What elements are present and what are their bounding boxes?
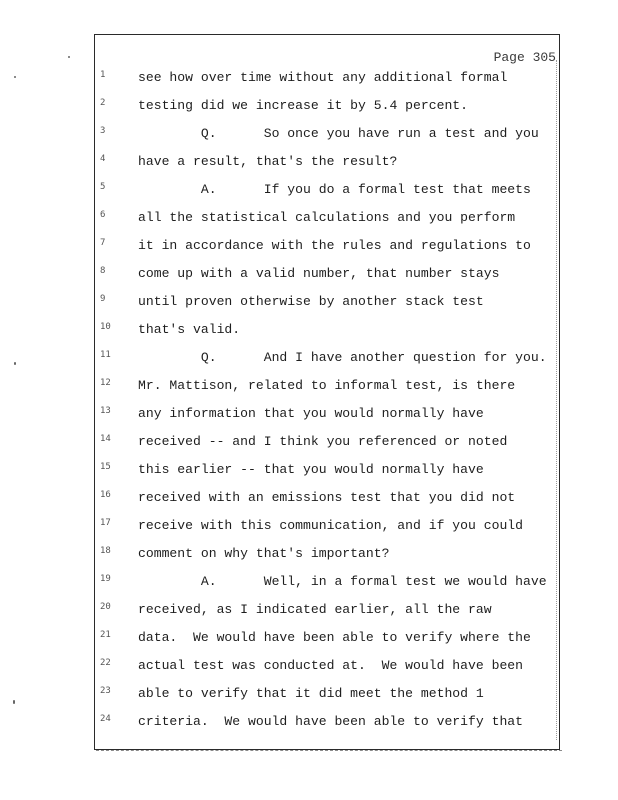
line-text: until proven otherwise by another stack test — [138, 294, 484, 309]
line-number: 17 — [100, 518, 111, 528]
transcript-line — [100, 518, 560, 538]
transcript-line — [100, 686, 560, 706]
line-text: Q. And I have another question for you. — [138, 350, 547, 365]
scan-speck — [14, 76, 16, 78]
transcript-line — [100, 602, 560, 622]
line-text: Q. So once you have run a test and you — [138, 126, 539, 141]
transcript-line — [100, 546, 560, 566]
line-number: 6 — [100, 210, 106, 220]
transcript-line — [100, 378, 560, 398]
line-text: have a result, that's the result? — [138, 154, 398, 169]
page-bottom-edge — [96, 750, 562, 754]
transcript-line — [100, 126, 560, 146]
line-number: 22 — [100, 658, 111, 668]
line-number: 7 — [100, 238, 106, 248]
transcript-line — [100, 434, 560, 454]
transcript-line — [100, 98, 560, 118]
line-number: 11 — [100, 350, 111, 360]
line-text: received with an emissions test that you did not — [138, 490, 516, 505]
line-text: it in accordance with the rules and regulations to — [138, 238, 531, 253]
line-number: 5 — [100, 182, 106, 192]
transcript-line — [100, 154, 560, 174]
line-text: receive with this communication, and if you could — [138, 518, 524, 533]
line-text: A. If you do a formal test that meets — [138, 182, 531, 197]
line-number: 14 — [100, 434, 111, 444]
line-number: 1 — [100, 70, 106, 80]
line-number: 18 — [100, 546, 111, 556]
scan-speck — [13, 700, 15, 704]
line-text: any information that you would normally have — [138, 406, 484, 421]
transcript-line — [100, 266, 560, 286]
transcript-line — [100, 70, 560, 90]
line-number: 10 — [100, 322, 111, 332]
line-text: data. We would have been able to verify where the — [138, 630, 531, 645]
line-number: 23 — [100, 686, 111, 696]
line-text: actual test was conducted at. We would have been — [138, 658, 524, 673]
transcript-line — [100, 658, 560, 678]
line-number: 19 — [100, 574, 111, 584]
line-number: 16 — [100, 490, 111, 500]
scan-speck — [68, 56, 70, 58]
line-text: able to verify that it did meet the method 1 — [138, 686, 484, 701]
line-number: 4 — [100, 154, 106, 164]
line-text: testing did we increase it by 5.4 percent. — [138, 98, 469, 113]
transcript-line — [100, 294, 560, 314]
line-text: see how over time without any additional formal — [138, 70, 508, 85]
scan-speck — [14, 362, 16, 365]
transcript-line — [100, 210, 560, 230]
line-number: 2 — [100, 98, 106, 108]
transcript-line — [100, 490, 560, 510]
transcript-line — [100, 322, 560, 342]
line-text: received, as I indicated earlier, all the raw — [138, 602, 492, 617]
line-text: received -- and I think you referenced or noted — [138, 434, 508, 449]
line-number: 21 — [100, 630, 111, 640]
line-number: 9 — [100, 294, 106, 304]
line-text: all the statistical calculations and you perform — [138, 210, 516, 225]
line-number: 3 — [100, 126, 106, 136]
transcript-line — [100, 574, 560, 594]
line-text: this earlier -- that you would normally have — [138, 462, 484, 477]
line-number: 15 — [100, 462, 111, 472]
page-number: Page 305 — [493, 50, 556, 65]
line-number: 8 — [100, 266, 106, 276]
line-text: A. Well, in a formal test we would have — [138, 574, 547, 589]
transcript-line — [100, 462, 560, 482]
transcript-line — [100, 350, 560, 370]
line-number: 24 — [100, 714, 111, 724]
line-text: that's valid. — [138, 322, 241, 337]
transcript-line — [100, 714, 560, 734]
transcript-line — [100, 238, 560, 258]
line-number: 13 — [100, 406, 111, 416]
line-number: 20 — [100, 602, 111, 612]
transcript-line — [100, 182, 560, 202]
line-number: 12 — [100, 378, 111, 388]
line-text: Mr. Mattison, related to informal test, is there — [138, 378, 516, 393]
transcript-line — [100, 406, 560, 426]
transcript-line — [100, 630, 560, 650]
line-text: come up with a valid number, that number stays — [138, 266, 500, 281]
line-text: criteria. We would have been able to verify that — [138, 714, 524, 729]
line-text: comment on why that's important? — [138, 546, 390, 561]
